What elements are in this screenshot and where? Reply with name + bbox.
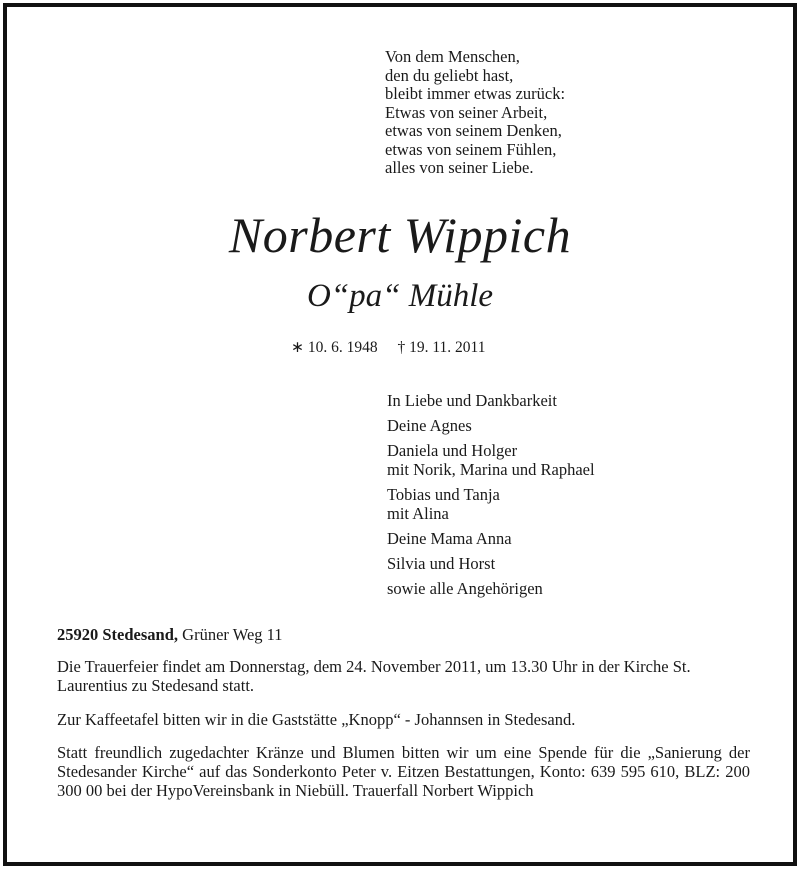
- death-date: † 19. 11. 2011: [397, 339, 486, 356]
- mourner-line: Deine Agnes: [387, 416, 472, 435]
- mourners-intro: In Liebe und Dankbarkeit: [387, 391, 557, 410]
- address-place: 25920 Stedesand,: [57, 625, 179, 644]
- mourner-line: Tobias und Tanja: [387, 485, 500, 504]
- mourner-line: mit Alina: [387, 504, 449, 523]
- life-dates: [291, 338, 485, 357]
- mourner-entry: [387, 416, 595, 435]
- mourner-line: sowie alle Angehörigen: [387, 579, 543, 598]
- mourner-entry: [387, 554, 595, 573]
- address-street: Grüner Weg 11: [178, 625, 283, 644]
- poem-line: bleibt immer etwas zurück:: [385, 84, 566, 103]
- mourner-line: Daniela und Holger: [387, 441, 518, 460]
- family-address: [57, 625, 283, 645]
- mourner-entry: [387, 579, 595, 598]
- poem-line: etwas von seinem Denken,: [385, 121, 562, 140]
- deceased-nickname: O“pa“ Mühle: [306, 278, 494, 314]
- mourner-line: Silvia und Horst: [387, 554, 496, 573]
- funeral-notice: Die Trauerfeier findet am Donnerstag, dem 24. November 2011, um 13.30 Uhr in der Kirche St. Laurentius zu Stedesand statt.: [57, 657, 691, 695]
- poem-line: Etwas von seiner Arbeit,: [385, 102, 548, 122]
- birth-date: ∗ 10. 6. 1948: [291, 339, 378, 356]
- poem-line: Von dem Menschen,: [385, 47, 520, 66]
- mourner-line: mit Norik, Marina und Raphael: [387, 460, 595, 479]
- poem-line: den du geliebt hast,: [385, 65, 514, 85]
- mourner-entry: [387, 529, 595, 548]
- mourner-line: Deine Mama Anna: [387, 529, 512, 548]
- memorial-poem: [385, 48, 565, 178]
- deceased-name: Norbert Wippich: [228, 207, 572, 263]
- mourners-list: [387, 391, 595, 604]
- donation-notice: Statt freundlich zugedachter Kränze und Blumen bitten wir um eine Spende für die „Sanierung der Stedesander Kirche“ auf das Sonderkonto Peter v. Eitzen Bestattungen, Konto: 639 595 610, BLZ: 200 300 00 bei der HypoVereinsbank in Niebüll. Trauerfall Norbert Wippich: [57, 743, 750, 800]
- poem-line: alles von seiner Liebe.: [385, 158, 534, 177]
- mourner-entry: [387, 441, 595, 479]
- mourner-entry: [387, 485, 595, 523]
- poem-line: etwas von seinem Fühlen,: [385, 139, 557, 159]
- coffee-notice: Zur Kaffeetafel bitten wir in die Gaststätte „Knopp“ - Johannsen in Stedesand.: [57, 710, 576, 729]
